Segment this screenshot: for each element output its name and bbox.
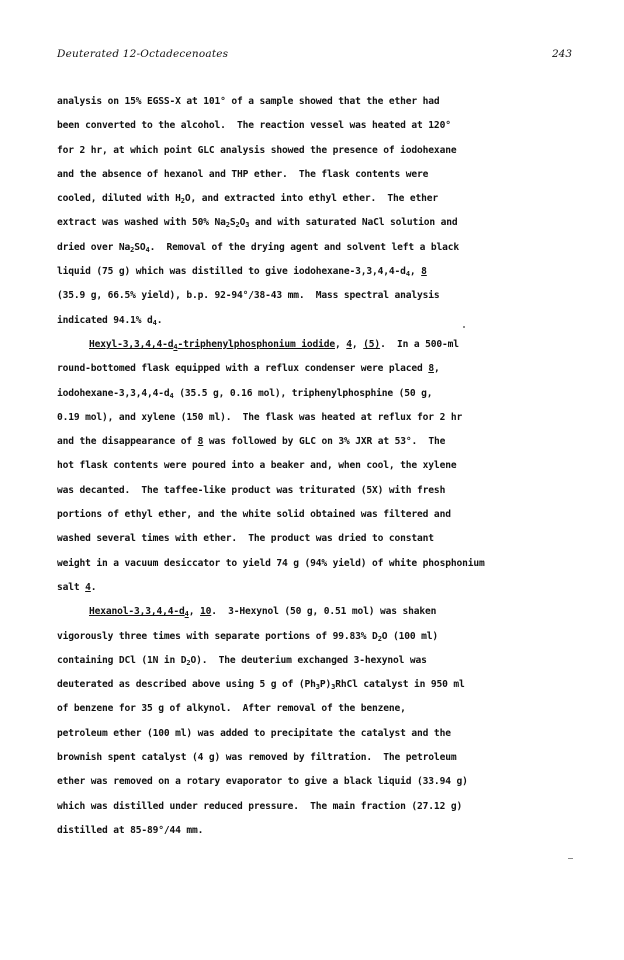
text-line: 0.19 mol), and xylene (150 ml). The flask was heated at reflux for 2 hr	[57, 411, 463, 423]
compound-number: 4	[85, 581, 91, 593]
text-line: brownish spent catalyst (4 g) was removed by filtration. The petroleum	[57, 752, 457, 764]
scan-speck	[568, 858, 573, 859]
text-line: indicated 94.1% $d_4$.	[57, 314, 163, 327]
running-header	[57, 48, 572, 68]
text-line: salt 4.	[57, 581, 97, 593]
text-line: hot flask contents were poured into a beaker and, when cool, the xylene	[57, 460, 457, 472]
text-line: analysis on 15% EGSS-X at 101° of a sample showed that the ether had	[57, 96, 440, 107]
body-text	[57, 90, 577, 843]
text-line: iodohexane-$3,3,4,4-d_4$ (35.5 g, 0.16 mol), triphenylphosphine (50 g,	[57, 387, 433, 400]
text-line: dried over $Na_2SO_4$. Removal of the drying agent and solvent left a black	[57, 241, 459, 254]
section-heading-line: Hexyl-$3,3,4,4-d_4$-triphenylphosphonium iodide, 4, (5). In a 500-ml	[89, 338, 459, 351]
page-number: 243	[551, 48, 572, 60]
reference-number: (5)	[363, 338, 381, 350]
compound-number: 8	[421, 266, 427, 278]
text-line: ether was removed on a rotary evaporator to give a black liquid (33.94 g)	[57, 776, 468, 788]
text-line: weight in a vacuum desiccator to yield 74 g (94% yield) of white phosphonium	[57, 557, 485, 569]
compound-number: 10	[200, 606, 212, 618]
text-line: of benzene for 35 g of alkynol. After removal of the benzene,	[57, 703, 406, 715]
text-line: extract was washed with 50% $Na_2S_2O_3$ and with saturated NaCl solution and	[57, 217, 458, 230]
text-line: vigorously three times with separate portions of 99.83% $D_2O$ (100 ml)	[57, 630, 439, 643]
running-title: Deuterated 12-Octadecenoates	[57, 48, 229, 60]
text-line: cooled, diluted with $H_2O$, and extracted into ethyl ether. The ether	[57, 193, 439, 206]
text-line: been converted to the alcohol. The reaction vessel was heated at 120°	[57, 120, 451, 132]
text-line: distilled at 85-89°/44 mm.	[57, 824, 204, 836]
text-line: deuterated as described above using 5 g of $(Ph_3P)_3RhCl$ catalyst in 950 ml	[57, 679, 465, 692]
text-line: and the disappearance of 8 was followed by GLC on 3% JXR at 53°. The	[57, 436, 446, 448]
compound-heading: Hexanol-3,3,4,4-d	[89, 606, 185, 618]
text-line: containing DCl (1N in $D_2O$). The deuterium exchanged 3-hexynol was	[57, 654, 427, 667]
compound-number: 8	[428, 363, 434, 375]
compound-number: 8	[197, 436, 204, 448]
text-line: round-bottomed flask equipped with a reflux condenser were placed 8,	[57, 363, 440, 375]
section-heading-line: Hexanol-$3,3,4,4-d_4$, 10. 3-Hexynol (50 g, 0.51 mol) was shaken	[89, 606, 437, 619]
text-line: (35.9 g, 66.5% yield), b.p. 92-94°/38-43 mm. Mass spectral analysis	[57, 290, 440, 302]
text-line: washed several times with ether. The product was dried to constant	[57, 533, 434, 545]
scan-speck	[463, 326, 465, 328]
text-line: was decanted. The taffee-like product was triturated (5X) with fresh	[57, 484, 446, 496]
text-line: portions of ethyl ether, and the white solid obtained was filtered and	[57, 509, 451, 521]
text-line: petroleum ether (100 ml) was added to precipitate the catalyst and the	[57, 727, 451, 739]
compound-heading: Hexyl-3,3,4,4-d	[89, 338, 174, 350]
text-line: for 2 hr, at which point GLC analysis showed the presence of iodohexane	[57, 144, 457, 156]
text-line: which was distilled under reduced pressure. The main fraction (27.12 g)	[57, 800, 463, 812]
text-line: and the absence of hexanol and THP ether. The flask contents were	[57, 168, 429, 180]
text-line: liquid (75 g) which was distilled to give iodohexane-$3,3,4,4-d_4$, 8	[57, 266, 427, 279]
compound-number: 4	[346, 338, 352, 350]
